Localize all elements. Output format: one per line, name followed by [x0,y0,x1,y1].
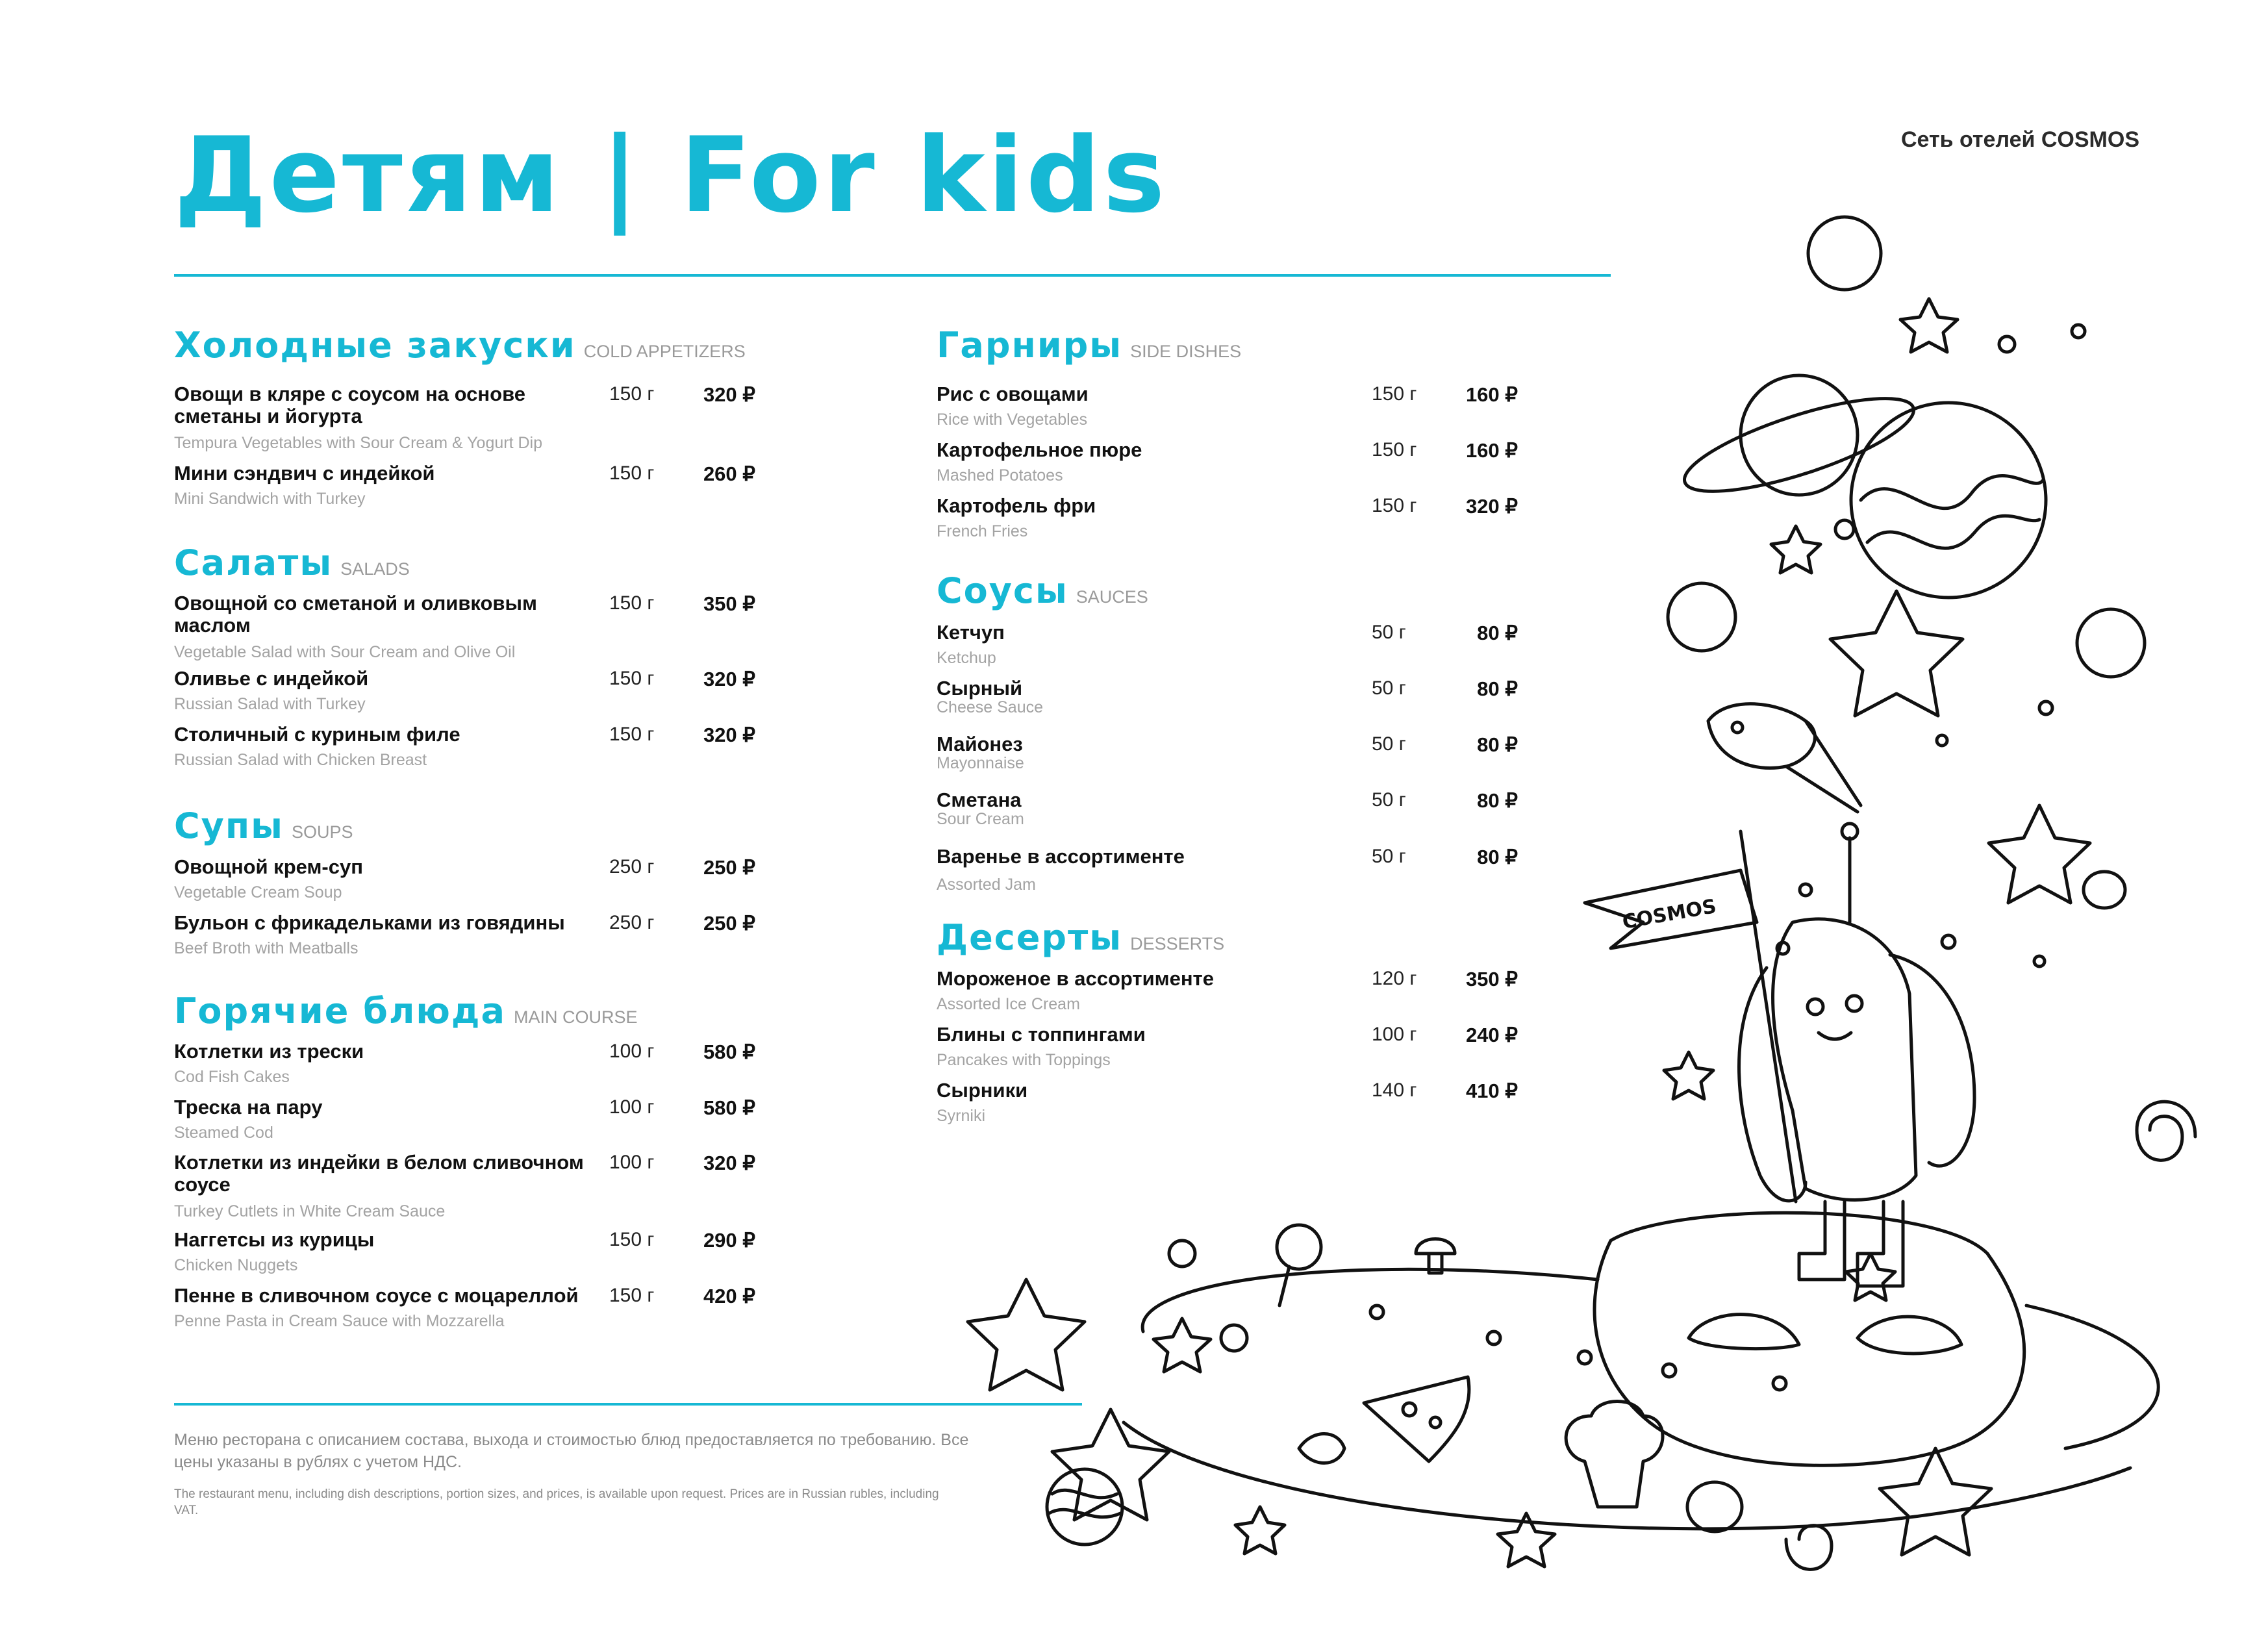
star-icon [1846,1254,1895,1300]
menu-item [174,383,811,452]
item-weight: 150 г [609,1285,655,1306]
item-weight: 150 г [609,668,655,689]
star-icon [1830,591,1963,716]
item-price: 80 ₽ [1477,789,1518,812]
item-description: Tempura Vegetables with Sour Cream & Yogurt Dip [174,434,542,452]
item-weight: 50 г [1372,846,1406,867]
item-price: 320 ₽ [703,668,755,690]
section-title: Салаты [174,542,333,583]
item-name: Бульон с фрикадельками из говядины [174,911,565,934]
item-weight: 50 г [1372,789,1406,811]
planet-icon [1808,217,1881,290]
item-price: 320 ₽ [1465,495,1518,518]
item-description: Vegetable Salad with Sour Cream and Olive Oil [174,643,516,661]
item-weight: 150 г [609,383,655,405]
item-price: 350 ₽ [703,592,755,615]
moon-icon [2077,609,2145,677]
item-name: Сырный [937,677,1023,700]
swirl-icon [1786,1526,1832,1570]
item-price: 260 ₽ [703,462,755,485]
item-price: 290 ₽ [703,1229,755,1252]
menu-item [174,592,811,661]
item-weight: 120 г [1372,968,1417,989]
bottom-planet-icon [1047,1469,1122,1545]
nut-icon [1169,1241,1195,1267]
item-weight: 150 г [609,724,655,745]
menu-item [174,1041,811,1092]
item-price: 80 ₽ [1477,677,1518,700]
item-price: 410 ₽ [1465,1079,1518,1102]
item-name: Картофельное пюре [937,438,1142,461]
item-weight: 250 г [609,912,655,933]
lollipop-icon [1277,1225,1321,1269]
section-title: Десерты [937,917,1123,958]
item-price: 320 ₽ [703,1152,755,1174]
item-description: Chicken Nuggets [174,1256,298,1274]
item-weight: 150 г [1372,495,1417,516]
menu-item [174,462,811,514]
item-price: 320 ₽ [703,724,755,746]
item-name: Овощной со сметаной и оливковым маслом [174,592,537,637]
item-name: Мороженое в ассортименте [937,967,1214,990]
item-description: Penne Pasta in Cream Sauce with Mozzarella [174,1312,505,1330]
item-name: Рис с овощами [937,383,1089,405]
star-icon [1153,1318,1211,1372]
item-description: Steamed Cod [174,1124,273,1142]
item-description: Mashed Potatoes [937,466,1063,485]
item-name: Овощной крем-суп [174,855,363,878]
item-description: Syrniki [937,1107,986,1125]
item-description: Vegetable Cream Soup [174,883,342,902]
item-name: Оливье с индейкой [174,667,369,690]
item-description: Beef Broth with Meatballs [174,939,359,957]
item-name: Мини сэндвич с индейкой [174,462,435,485]
star-icon [1235,1507,1285,1554]
bottom-divider [174,1403,1082,1406]
flag-text: COSMOS [1620,895,1719,934]
section-title: Горячие блюда [174,990,506,1031]
item-name: Блины с топпингами [937,1023,1146,1046]
menu-item [174,1151,811,1220]
item-price: 320 ₽ [703,383,755,406]
pizza-icon [1364,1377,1469,1461]
section-title: Холодные закуски [174,325,576,366]
item-price: 160 ₽ [1465,383,1518,406]
hotel-brand: Сеть отелей COSMOS [1900,127,2139,152]
menu-item [174,912,811,964]
item-description: Sour Cream [937,810,1024,828]
broccoli-icon [1566,1402,1663,1508]
item-price: 580 ₽ [703,1096,755,1119]
star-icon [968,1280,1085,1390]
item-description: Assorted Jam [937,876,1036,894]
section-subtitle: MAIN COURSE [513,1007,638,1027]
item-name: Майонез [937,733,1023,755]
section-main-course [174,990,638,1031]
item-name: Сырники [937,1079,1028,1102]
item-description: French Fries [937,522,1028,540]
item-weight: 150 г [609,1229,655,1250]
item-price: 420 ₽ [703,1285,755,1307]
item-price: 250 ₽ [703,856,755,879]
star-icon [1052,1409,1169,1520]
item-name: Пенне в сливочном соусе с моцареллой [174,1284,579,1307]
section-subtitle: COLD APPETIZERS [583,342,746,361]
section-salads [174,542,410,583]
item-description: Mayonnaise [937,754,1024,772]
burger-icon [1687,1482,1742,1532]
section-cold-appetizers [174,325,746,366]
item-weight: 50 г [1372,677,1406,699]
item-description: Cod Fish Cakes [174,1068,290,1086]
menu-item [174,856,811,908]
page-title: Детям | For kids [174,114,1168,236]
menu-item [174,1285,811,1337]
candy-icon [1299,1434,1344,1463]
star-icon [1900,299,1958,352]
item-description: Russian Salad with Turkey [174,695,366,713]
section-subtitle: SALADS [340,559,410,579]
section-subtitle: DESSERTS [1130,934,1225,953]
item-description: Ketchup [937,649,996,667]
menu-item [174,724,811,776]
item-name: Наггетсы из курицы [174,1228,375,1251]
section-title: Супы [174,805,284,846]
item-price: 580 ₽ [703,1041,755,1063]
section-subtitle: SIDE DISHES [1130,342,1242,361]
item-weight: 100 г [609,1041,655,1062]
item-price: 80 ₽ [1477,733,1518,756]
item-name: Кетчуп [937,621,1005,644]
space-monster-illustration [961,188,2234,1617]
item-description: Pancakes with Toppings [937,1051,1111,1069]
section-soups [174,805,353,846]
small-planet-icon [1668,583,1735,651]
item-name: Столичный с куриным филе [174,723,460,746]
item-name: Треска на пару [174,1096,323,1118]
item-weight: 100 г [1372,1024,1417,1045]
star-icon [1989,805,2090,903]
item-name: Варенье в ассортименте [937,845,1185,868]
section-subtitle: SAUCES [1076,587,1148,607]
item-name: Сметана [937,788,1022,811]
item-weight: 50 г [1372,733,1406,755]
item-description: Rice with Vegetables [937,410,1088,429]
item-description: Turkey Cutlets in White Cream Sauce [174,1202,446,1220]
item-price: 80 ₽ [1477,622,1518,644]
item-description: Assorted Ice Cream [937,995,1080,1013]
section-title: Соусы [937,570,1068,611]
burger-icon [2084,872,2125,908]
item-weight: 150 г [609,462,655,484]
item-weight: 250 г [609,856,655,877]
item-weight: 150 г [1372,383,1417,405]
item-price: 80 ₽ [1477,846,1518,868]
star-icon [1771,526,1821,573]
footnote-ru: Меню ресторана с описанием состава, выхода и стоимостью блюд предоставляется по требованию. Все цены указаны в рублях с учетом НДС. [174,1431,969,1471]
item-name: Котлетки из индейки в белом сливочном соусе [174,1151,584,1196]
item-weight: 50 г [1372,622,1406,643]
item-description: Cheese Sauce [937,698,1044,716]
menu-item [174,1096,811,1148]
item-name: Котлетки из трески [174,1040,364,1063]
item-price: 160 ₽ [1465,439,1518,462]
section-title: Гарниры [937,325,1123,366]
section-subtitle: SOUPS [291,822,353,842]
menu-item [174,1229,811,1281]
menu-item [174,668,811,720]
item-price: 240 ₽ [1465,1024,1518,1046]
swirl-icon [2137,1102,2195,1160]
item-weight: 150 г [609,592,655,614]
monster-icon [1773,919,1916,1200]
item-name: Овощи в кляре с соусом на основе сметаны и йогурта [174,383,525,427]
star-icon [1880,1448,1991,1555]
item-price: 250 ₽ [703,912,755,935]
item-weight: 150 г [1372,439,1417,460]
item-name: Картофель фри [937,494,1096,517]
item-description: Mini Sandwich with Turkey [174,490,366,508]
item-weight: 100 г [609,1152,655,1173]
rocket-icon [1708,704,1815,768]
item-description: Russian Salad with Chicken Breast [174,751,427,769]
nut-icon [1221,1325,1247,1351]
item-weight: 100 г [609,1096,655,1118]
item-price: 350 ₽ [1465,968,1518,990]
item-weight: 140 г [1372,1079,1417,1101]
footnote-en: The restaurant menu, including dish descriptions, portion sizes, and prices, is available upon request. Prices are in Russian rubles, including VAT. [174,1487,939,1517]
striped-planet-icon [1851,403,2046,598]
star-icon [1664,1052,1713,1099]
